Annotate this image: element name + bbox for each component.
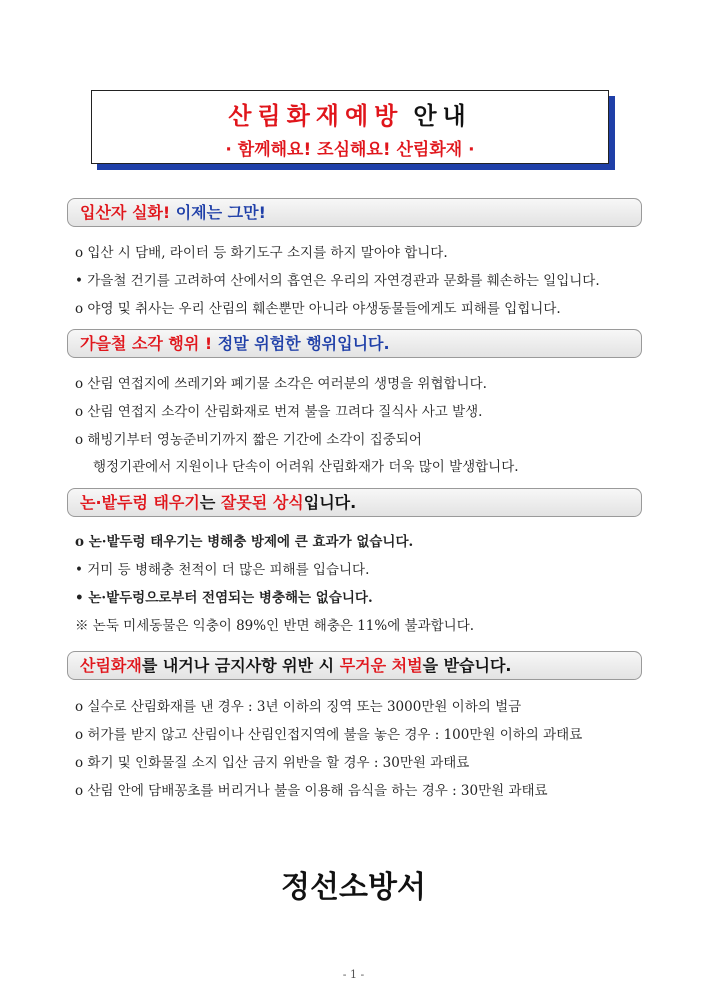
section-heading-4 xyxy=(67,651,642,680)
page-subtitle: · 함께해요! 조심해요! 산림화재 · xyxy=(225,140,475,160)
title-main-black: 안내 xyxy=(413,102,472,130)
title-box xyxy=(91,90,609,164)
section-2-line-1: o 산림 연접지에 쓰레기와 폐기물 소각은 여러분의 생명을 위협합니다. xyxy=(75,376,487,392)
section-4-line-1: o 실수로 산림화재를 낸 경우 : 3년 이하의 징역 또는 3000만원 이하의 벌금 xyxy=(75,699,522,715)
section-4-part-1: 산림화재 xyxy=(80,656,142,675)
section-3-line-1: o 논·밭두렁 태우기는 병해충 방제에 큰 효과가 없습니다. xyxy=(75,534,414,550)
department-name: 정선소방서 xyxy=(281,870,426,905)
section-1-part-1: 입산자 실화! xyxy=(80,203,176,222)
section-heading-3 xyxy=(67,488,642,517)
section-3-line-3: • 논·밭두렁으로부터 전염되는 병충해는 없습니다. xyxy=(75,590,373,606)
title-main-red: 산림화재예방 xyxy=(228,102,404,130)
section-4-line-2: o 허가를 받지 않고 산림이나 산림인접지역에 불을 놓은 경우 : 100만원 이하의 과태료 xyxy=(75,727,583,743)
section-heading-2 xyxy=(67,329,642,358)
section-2-line-3: o 해빙기부터 영농준비기까지 짧은 기간에 소각이 집중되어 xyxy=(75,432,422,448)
section-1-line-3: o 야영 및 취사는 우리 산림의 훼손뿐만 아니라 야생동물들에게도 피해를 입힙니다. xyxy=(75,301,561,317)
section-4-part-2: 를 내거나 금지사항 위반 시 xyxy=(141,656,340,675)
section-3-line-4: ※ 논둑 미세동물은 익충이 89%인 반면 해충은 11%에 불과합니다. xyxy=(75,618,475,634)
section-heading-1 xyxy=(67,198,642,227)
page-title xyxy=(92,96,608,131)
section-1-part-2: 이제는 그만! xyxy=(175,203,266,222)
section-1-line-1: o 입산 시 담배, 라이터 등 화기도구 소지를 하지 말아야 합니다. xyxy=(75,245,448,261)
section-4-line-3: o 화기 및 인화물질 소지 입산 금지 위반을 할 경우 : 30만원 과태료 xyxy=(75,755,470,771)
page-number: - 1 - xyxy=(342,968,365,981)
section-4-line-4: o 산림 안에 담배꽁초를 버리거나 불을 이용해 음식을 하는 경우 : 30만원 과태료 xyxy=(75,783,548,799)
section-4-part-4: 을 받습니다. xyxy=(422,656,512,675)
section-3-part-3: 잘못된 상식 xyxy=(220,493,304,512)
section-1-line-2: • 가을철 건기를 고려하여 산에서의 흡연은 우리의 자연경관과 문화를 훼손하는 일입니다. xyxy=(75,273,600,289)
section-2-line-2: o 산림 연접지 소각이 산림화재로 번져 불을 끄려다 질식사 사고 발생. xyxy=(75,404,483,420)
section-3-part-4: 입니다. xyxy=(303,493,357,512)
section-4-part-3: 무거운 처벌 xyxy=(339,656,423,675)
section-3-part-1: 논·밭두렁 태우기 xyxy=(80,493,200,512)
section-2-line-4: 행정기관에서 지원이나 단속이 어려워 산림화재가 더욱 많이 발생합니다. xyxy=(93,459,519,475)
section-2-part-2: 정말 위험한 행위입니다. xyxy=(217,334,390,353)
section-3-part-2: 는 xyxy=(199,493,221,512)
section-3-line-2: • 거미 등 병해충 천적이 더 많은 피해를 입습니다. xyxy=(75,562,370,578)
section-2-part-1: 가을철 소각 행위 ! xyxy=(80,334,218,353)
